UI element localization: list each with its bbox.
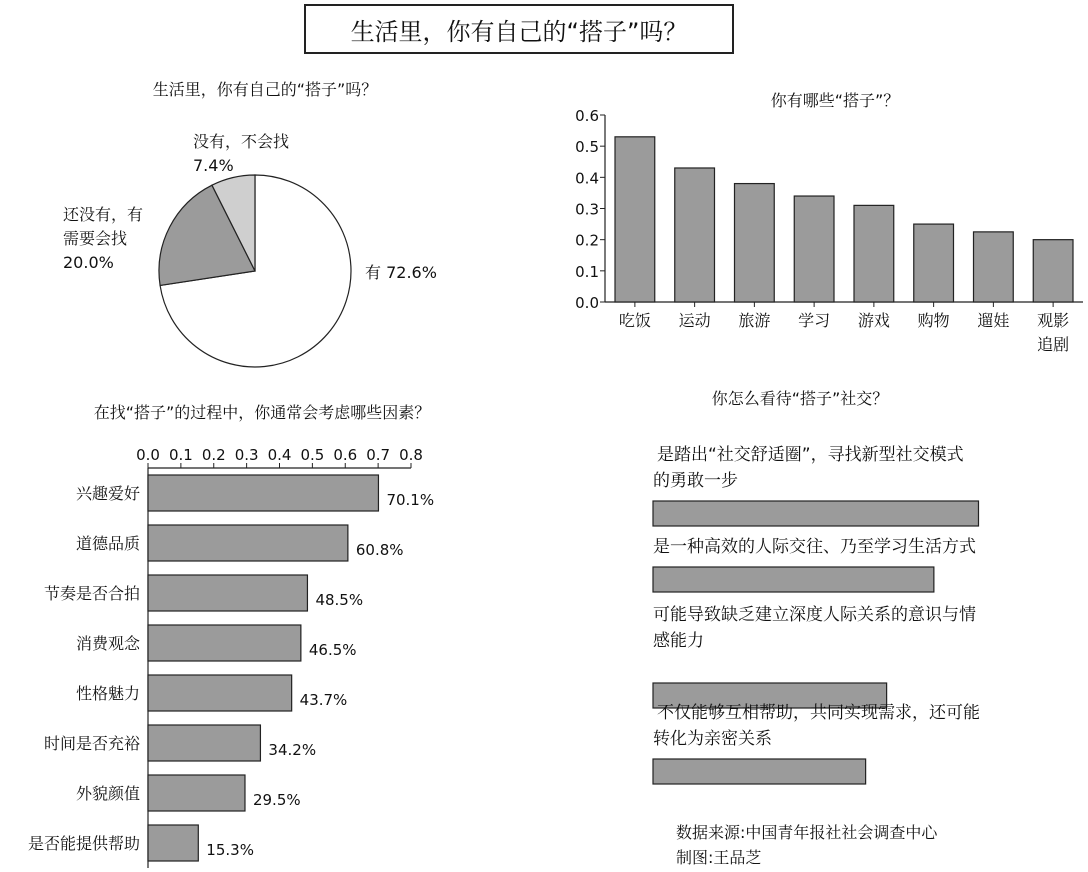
category-label: 性格魅力 (75, 684, 140, 703)
y-tick-label: 0.4 (575, 169, 599, 188)
opinion-label: 转化为亲密关系 (653, 729, 772, 749)
opinion-chart-title: 你怎么看待“搭子”社交？ (711, 389, 889, 408)
category-label: 节奏是否合拍 (43, 584, 140, 603)
bar-chart-title: 你有哪些“搭子”？ (770, 91, 900, 110)
x-tick-label: 购物 (917, 311, 950, 330)
chart-author: 制图:王品芝 (676, 848, 762, 867)
data-source: 数据来源:中国青年报社社会调查中心 (676, 823, 938, 842)
data-label: 29.5% (252, 791, 301, 809)
bar (148, 625, 301, 661)
opinion-bar (653, 567, 934, 592)
pie-label-maybe: 还没有，有 (63, 205, 144, 224)
x-tick-label: 观影 (1037, 311, 1070, 330)
bar (854, 205, 894, 302)
bar (148, 675, 292, 711)
bar (675, 168, 715, 302)
pie-label-maybe: 需要会找 (63, 229, 128, 248)
x-tick-label: 吃饭 (618, 311, 651, 330)
main-title: 生活里，你有自己的“搭子”吗？ (304, 4, 734, 54)
x-tick-label: 遛娃 (977, 311, 1010, 330)
bar (974, 232, 1014, 302)
x-tick-label: 0.6 (333, 446, 358, 464)
data-label: 15.3% (206, 841, 254, 859)
category-label: 道德品质 (75, 534, 140, 553)
category-label: 时间是否充裕 (43, 734, 140, 753)
pie-label-no: 没有，不会找 (193, 132, 290, 151)
y-tick-label: 0.3 (575, 200, 599, 219)
category-label: 消费观念 (75, 634, 140, 653)
x-tick-label: 0.1 (168, 446, 193, 464)
data-label: 48.5% (315, 591, 364, 609)
y-tick-label: 0.6 (575, 107, 599, 125)
data-label: 60.8% (355, 541, 404, 559)
opinion-label: 可能导致缺乏建立深度人际关系的意识与情 (653, 605, 976, 625)
data-label: 70.1% (386, 491, 435, 509)
bar (615, 137, 655, 302)
x-tick-label: 0.0 (136, 446, 160, 464)
y-tick-label: 0.1 (575, 262, 599, 281)
pie-title: 生活里，你有自己的“搭子”吗？ (152, 80, 378, 99)
category-label: 外貌颜值 (75, 784, 140, 803)
bar (148, 525, 348, 561)
x-tick-label: 0.7 (366, 446, 391, 464)
data-label: 43.7% (299, 691, 348, 709)
data-label: 46.5% (308, 641, 357, 659)
bar (1033, 240, 1073, 302)
x-tick-label: 0.4 (267, 446, 292, 464)
pie-label-yes: 有 72.6% (365, 263, 437, 282)
pie-label-maybe: 20.0% (63, 253, 114, 272)
data-label: 34.2% (268, 741, 317, 759)
x-tick-label: 运动 (678, 311, 711, 330)
x-tick-label: 0.5 (300, 446, 325, 464)
bar (914, 224, 954, 302)
x-tick-label: 0.8 (399, 446, 423, 464)
bar (148, 825, 198, 861)
x-tick-label: 旅游 (738, 311, 771, 330)
y-tick-label: 0.2 (575, 231, 599, 250)
pie-label-no: 7.4% (193, 156, 234, 175)
y-tick-label: 0.0 (575, 294, 599, 312)
opinion-label: 是一种高效的人际交往、乃至学习生活方式 (653, 537, 976, 557)
opinion-bar (653, 759, 866, 784)
x-tick-label: 游戏 (857, 311, 890, 330)
x-tick-label: 0.2 (201, 446, 226, 464)
category-label: 是否能提供帮助 (27, 834, 140, 853)
bar (148, 775, 245, 811)
x-tick-label: 学习 (798, 311, 831, 330)
opinion-label: 感能力 (653, 631, 704, 651)
opinion-label: 的勇敢一步 (653, 471, 738, 491)
factors-chart-title: 在找“搭子”的过程中，你通常会考虑哪些因素？ (93, 403, 431, 422)
bar (794, 196, 834, 302)
bar (735, 184, 775, 302)
y-tick-label: 0.5 (575, 138, 599, 157)
opinion-label: 不仅能够互相帮助，共同实现需求，还可能 (657, 703, 980, 723)
bar (148, 475, 378, 511)
opinion-bar (653, 501, 979, 526)
bar (148, 575, 307, 611)
category-label: 兴趣爱好 (75, 484, 140, 503)
bar (148, 725, 260, 761)
x-tick-label: 追剧 (1037, 335, 1070, 354)
x-tick-label: 0.3 (234, 446, 259, 464)
opinion-label: 是踏出“社交舒适圈”，寻找新型社交模式 (657, 445, 964, 465)
